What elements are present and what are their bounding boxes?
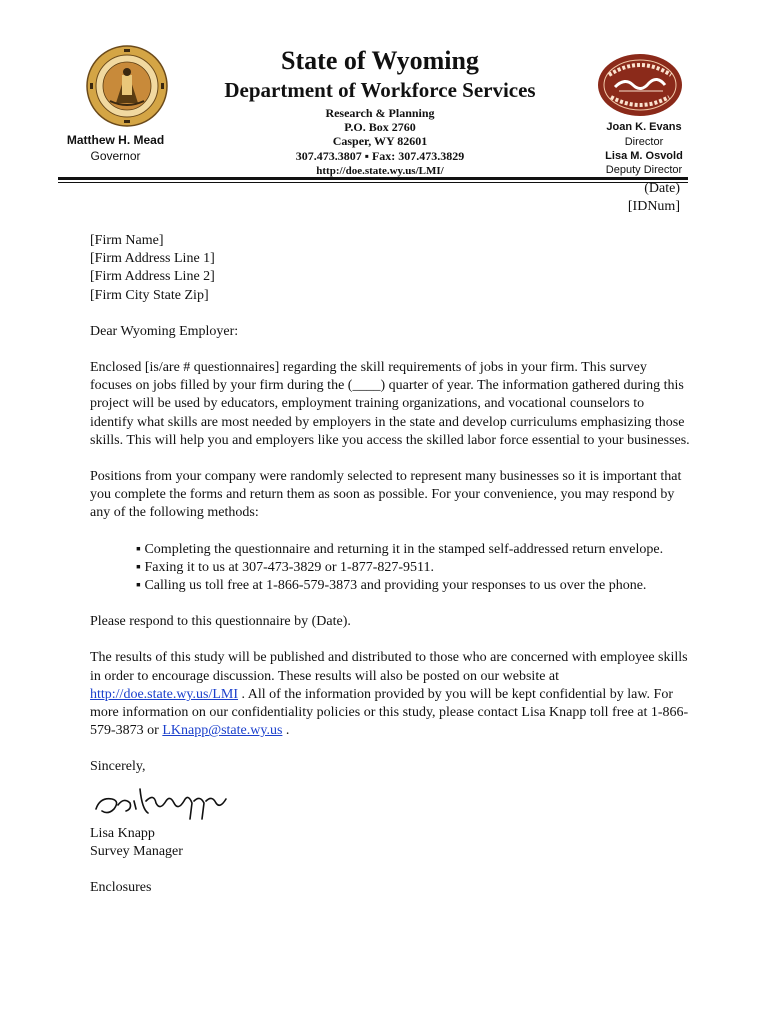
wyoming-seal-icon xyxy=(86,45,168,127)
enclosures: Enclosures xyxy=(90,880,152,896)
paragraph-2: Positions from your company were randomly selected to represent many businesses so it is important that you complete the forms and return them as soon as possible. For your convenience, you may respond by any of the following methods: xyxy=(90,469,682,521)
response-methods-list xyxy=(136,541,690,596)
recipient-firm: [Firm Name] xyxy=(90,233,164,248)
phone-fax: 307.473.3807 ▪ Fax: 307.473.3829 xyxy=(295,149,465,163)
governor-name: Matthew H. Mead xyxy=(66,133,165,147)
website-link[interactable]: http://doe.state.wy.us/LMI xyxy=(90,686,239,702)
header-divider-thick xyxy=(58,177,688,180)
list-item: ▪ Calling us toll free at 1-866-579-3873 and providing your responses to us over the phone. xyxy=(136,578,647,594)
letter-body xyxy=(90,232,690,897)
signer-title: Survey Manager xyxy=(90,843,183,859)
director-title: Director xyxy=(624,136,664,148)
header-divider-thin xyxy=(58,182,688,183)
recipient-address-1: [Firm Address Line 1] xyxy=(90,251,215,267)
paragraph-4 xyxy=(90,649,690,740)
signer-name: Lisa Knapp xyxy=(90,825,155,841)
paragraph-4-text-c: . xyxy=(282,723,290,739)
director-name: Joan K. Evans xyxy=(606,121,682,133)
deputy-name: Lisa M. Osvold xyxy=(605,150,683,162)
division-name: Research & Planning xyxy=(325,106,435,120)
po-box: P.O. Box 2760 xyxy=(344,120,416,134)
list-item: ▪ Faxing it to us at 307-473-3829 or 1-877-827-9511. xyxy=(136,559,435,575)
recipient-city: [Firm City State Zip] xyxy=(90,287,209,303)
state-title: State of Wyoming xyxy=(281,46,479,75)
letter-date: (Date) xyxy=(644,181,680,196)
paragraph-4-text-a: The results of this study will be published and distributed to those who are concerned with employee skills in order to encourage discussion. These results will also be posted on our website at xyxy=(90,650,688,684)
city-line: Casper, WY 82601 xyxy=(332,134,428,148)
email-link[interactable]: LKnapp@state.wy.us xyxy=(162,723,283,739)
paragraph-1: Enclosed [is/are # questionnaires] regarding the skill requirements of jobs in your firm. This survey focuses on jobs filled by your firm during the (____) quarter of year. The information gathered during this project will be used by educators, employment training organizations, and vocational counselors to identify what skills are most needed by employers in the state and develop curriculums emphasizing those skills. This will help you and employers like you access the skilled labor force essential to your businesses. xyxy=(90,360,690,448)
paragraph-4-text-b: . All of the information provided by you will be kept confidential by law. For more information on our confidentiality policies or this study, please contact Lisa Knapp toll free at 1-866-579-3873 or xyxy=(90,686,689,739)
signature-icon xyxy=(90,779,240,825)
workforce-services-logo-icon xyxy=(597,53,683,117)
department-title: Department of Workforce Services xyxy=(224,78,536,102)
salutation: Dear Wyoming Employer: xyxy=(90,323,239,339)
list-item: ▪ Completing the questionnaire and returning it in the stamped self-addressed return envelope. xyxy=(136,541,664,557)
closing: Sincerely, xyxy=(90,759,146,775)
paragraph-3: Please respond to this questionnaire by (Date). xyxy=(90,614,351,630)
governor-title: Governor xyxy=(90,149,141,163)
recipient-address-2: [Firm Address Line 2] xyxy=(90,269,215,285)
deputy-title: Deputy Director xyxy=(605,164,683,176)
header-url: http://doe.state.wy.us/LMI/ xyxy=(316,165,444,177)
letter-idnum: [IDNum] xyxy=(627,199,680,214)
